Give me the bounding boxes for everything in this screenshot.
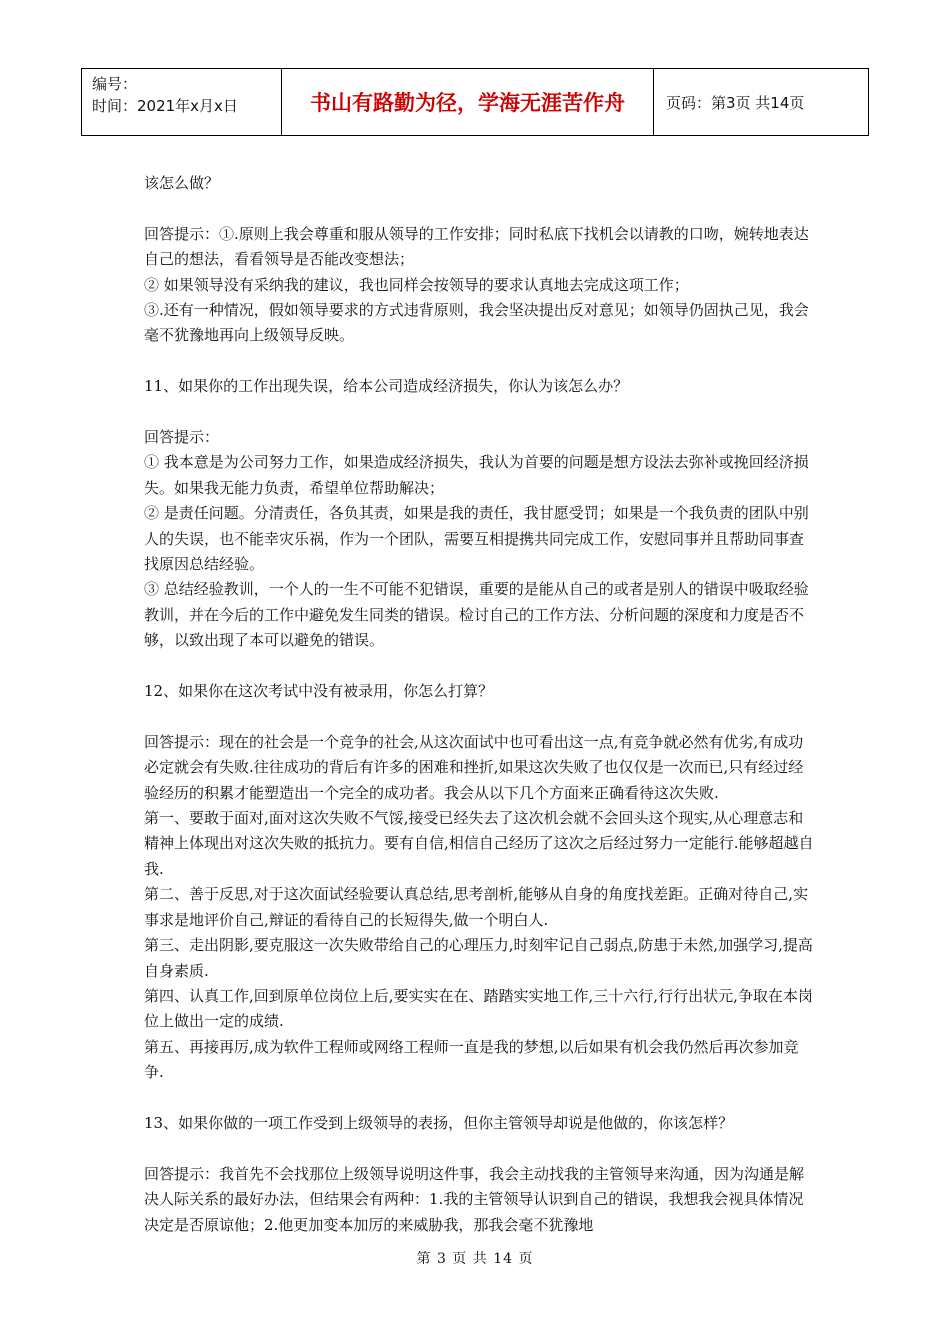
blank-line	[144, 704, 814, 729]
paragraph: ③ 总结经验教训，一个人的一生不可能不犯错误，重要的是能从自己的或者是别人的错误中吸取经验教训，并在今后的工作中避免发生同类的错误。检讨自己的工作方法、分析问题的深度和力度是否不够，以致出现了本可以避免的错误。	[144, 580, 809, 650]
header-motto: 书山有路勤为径，学海无涯苦作舟	[282, 69, 654, 135]
paragraph: ② 是责任问题。分清责任，各负其责，如果是我的责任，我甘愿受罚；如果是一个我负责的团队中别人的失误，也不能幸灾乐祸，作为一个团队，需要互相提携共同完成工作，安慰同事并且帮助同事查找原因总结经验。	[144, 504, 809, 574]
number-label: 编号：	[92, 75, 138, 93]
blank-line	[144, 400, 814, 425]
paragraph: 回答提示：①.原则上我会尊重和服从领导的工作安排；同时私底下找机会以请教的口吻，婉转地表达自己的想法，看看领导是否能改变想法；	[144, 224, 809, 269]
paragraph: 12、如果你在这次考试中没有被录用，你怎么打算？	[144, 682, 494, 701]
time-label: 时间：2021年x月x日	[92, 97, 238, 115]
document-body	[144, 171, 814, 1238]
paragraph: 第二、善于反思,对于这次面试经验要认真总结,思考剖析,能够从自身的角度找差距。正确对待自己,实事求是地评价自己,辩证的看待自己的长短得失,做一个明白人.	[144, 885, 809, 929]
paragraph: 13、如果你做的一项工作受到上级领导的表扬，但你主管领导却说是他做的，你该怎样？	[144, 1113, 734, 1132]
blank-line	[144, 1086, 814, 1111]
paragraph: 第一、要敢于面对,面对这次失败不气馁,接受已经失去了这次机会就不会回头这个现实,从心理意志和精神上体现出对这次失败的抵抗力。要有自信,相信自己经历了这次之后经过努力一定能行.能够超越自我.	[144, 809, 814, 878]
paragraph: 第三、走出阴影,要克服这一次失败带给自己的心理压力,时刻牢记自己弱点,防患于未然,加强学习,提高自身素质.	[144, 936, 813, 980]
blank-line	[144, 196, 814, 221]
paragraph: 回答提示：我首先不会找那位上级领导说明这件事，我会主动找我的主管领导来沟通，因为沟通是解决人际关系的最好办法，但结果会有两种：1.我的主管领导认识到自己的错误，我想我会视具体情况决定是否原谅他；2.他更加变本加厉的来威胁我，那我会毫不犹豫地	[144, 1164, 805, 1234]
paragraph: 第五、再接再厉,成为软件工程师或网络工程师一直是我的梦想,以后如果有机会我仍然后再次参加竞争.	[144, 1037, 799, 1082]
paragraph: 回答提示：	[144, 428, 220, 447]
page-footer: 第 3 页 共 14 页	[416, 1251, 534, 1267]
paragraph: 11、如果你的工作出现失误，给本公司造成经济损失，你认为该怎么办？	[144, 377, 629, 396]
header-meta	[82, 69, 282, 135]
paragraph: ② 如果领导没有采纳我的建议，我也同样会按领导的要求认真地去完成这项工作；	[144, 275, 689, 294]
blank-line	[144, 349, 814, 374]
header-page-info: 页码：第3页 共14页	[666, 93, 805, 112]
blank-line	[144, 1136, 814, 1161]
paragraph: 该怎么做？	[144, 174, 220, 192]
blank-line	[144, 654, 814, 679]
page-header	[81, 68, 869, 136]
paragraph: ③.还有一种情况，假如领导要求的方式违背原则，我会坚决提出反对意见；如领导仍固执己见，我会毫不犹豫地再向上级领导反映。	[144, 301, 809, 345]
paragraph: 第四、认真工作,回到原单位岗位上后,要实实在在、踏踏实实地工作,三十六行,行行出状元,争取在本岗位上做出一定的成绩.	[144, 986, 813, 1031]
paragraph: 回答提示：现在的社会是一个竞争的社会,从这次面试中也可看出这一点,有竞争就必然有优劣,有成功必定就会有失败.往往成功的背后有许多的困难和挫折,如果这次失败了也仅仅是一次而已,只有经过经验经历的积累才能塑造出一个完全的成功者。我会从以下几个方面来正确看待这次失败.	[144, 732, 804, 802]
paragraph: ① 我本意是为公司努力工作，如果造成经济损失，我认为首要的问题是想方设法去弥补或挽回经济损失。如果我无能力负责，希望单位帮助解决；	[144, 453, 809, 497]
